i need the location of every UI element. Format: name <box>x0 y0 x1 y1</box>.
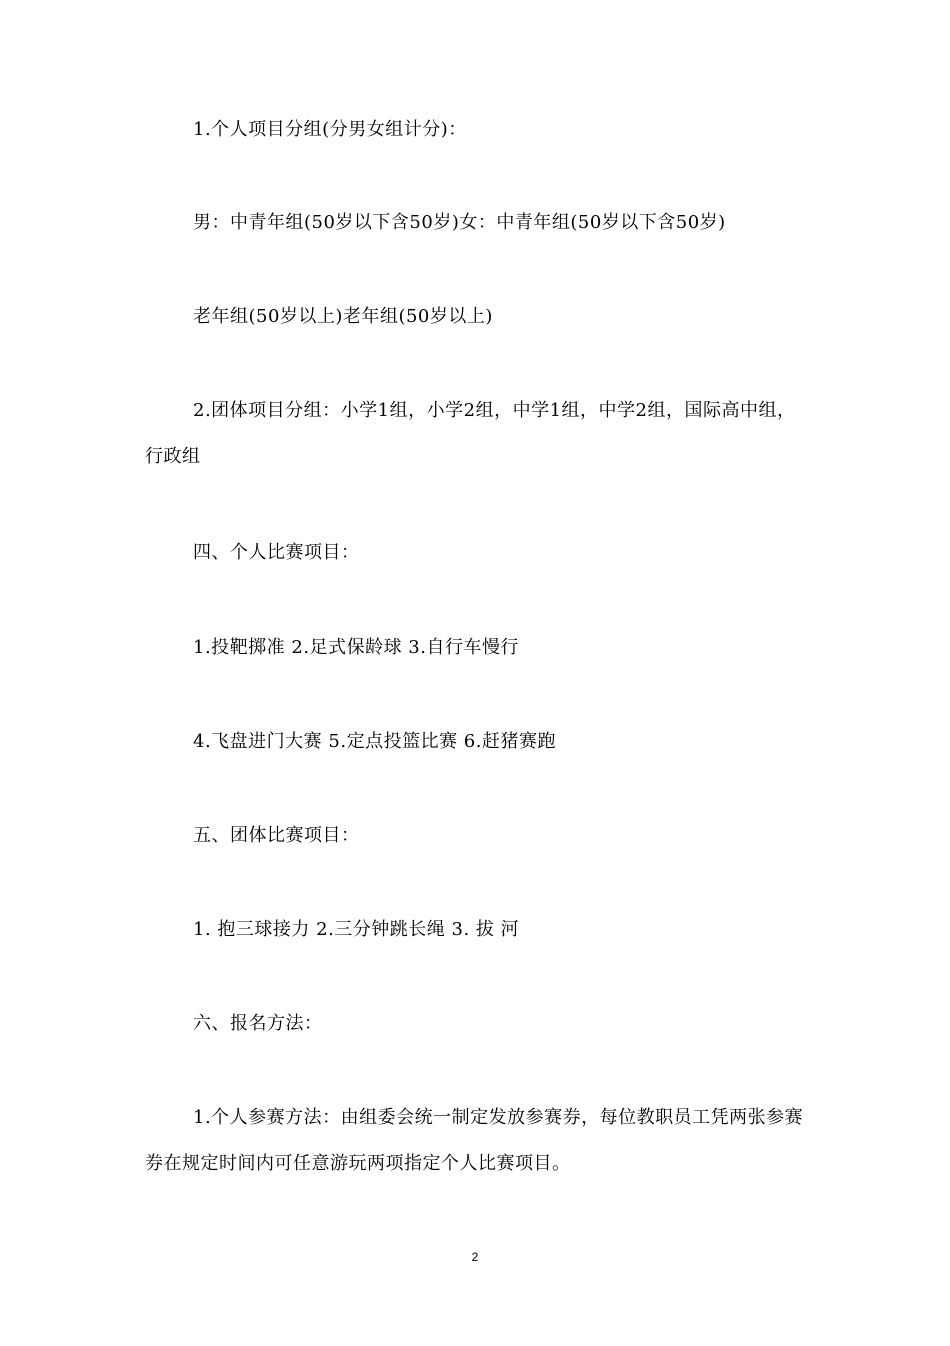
heading-registration-method: 六、报名方法： <box>193 1013 323 1034</box>
paragraph-individual-events-1: 1.投靶掷准 2.足式保龄球 3.自行车慢行 <box>193 637 519 658</box>
paragraph-team-events: 1. 抱三球接力 2.三分钟跳长绳 3. 拔 河 <box>193 919 520 940</box>
paragraph-individual-events-2: 4.飞盘进门大赛 5.定点投篮比赛 6.赶猪赛跑 <box>193 731 556 752</box>
paragraph-individual-registration: 1.个人参赛方法：由组委会统一制定发放参赛券，每位教职员工凭两张参赛券在规定时间内可任意游玩两项指定个人比赛项目。 <box>145 1107 804 1174</box>
paragraph-senior-group: 老年组(50岁以上)老年组(50岁以上) <box>193 306 493 327</box>
heading-team-events: 五、团体比赛项目： <box>193 825 360 846</box>
paragraph-team-grouping: 2.团体项目分组：小学1组，小学2组，中学1组，中学2组，国际高中组，行政组 <box>145 400 796 467</box>
page-number: 2 <box>471 1250 479 1264</box>
paragraph-middle-youth-group: 男：中青年组(50岁以下含50岁)女：中青年组(50岁以下含50岁) <box>193 212 726 233</box>
heading-individual-events: 四、个人比赛项目： <box>193 542 360 563</box>
paragraph-individual-grouping: 1.个人项目分组(分男女组计分)： <box>193 119 467 140</box>
